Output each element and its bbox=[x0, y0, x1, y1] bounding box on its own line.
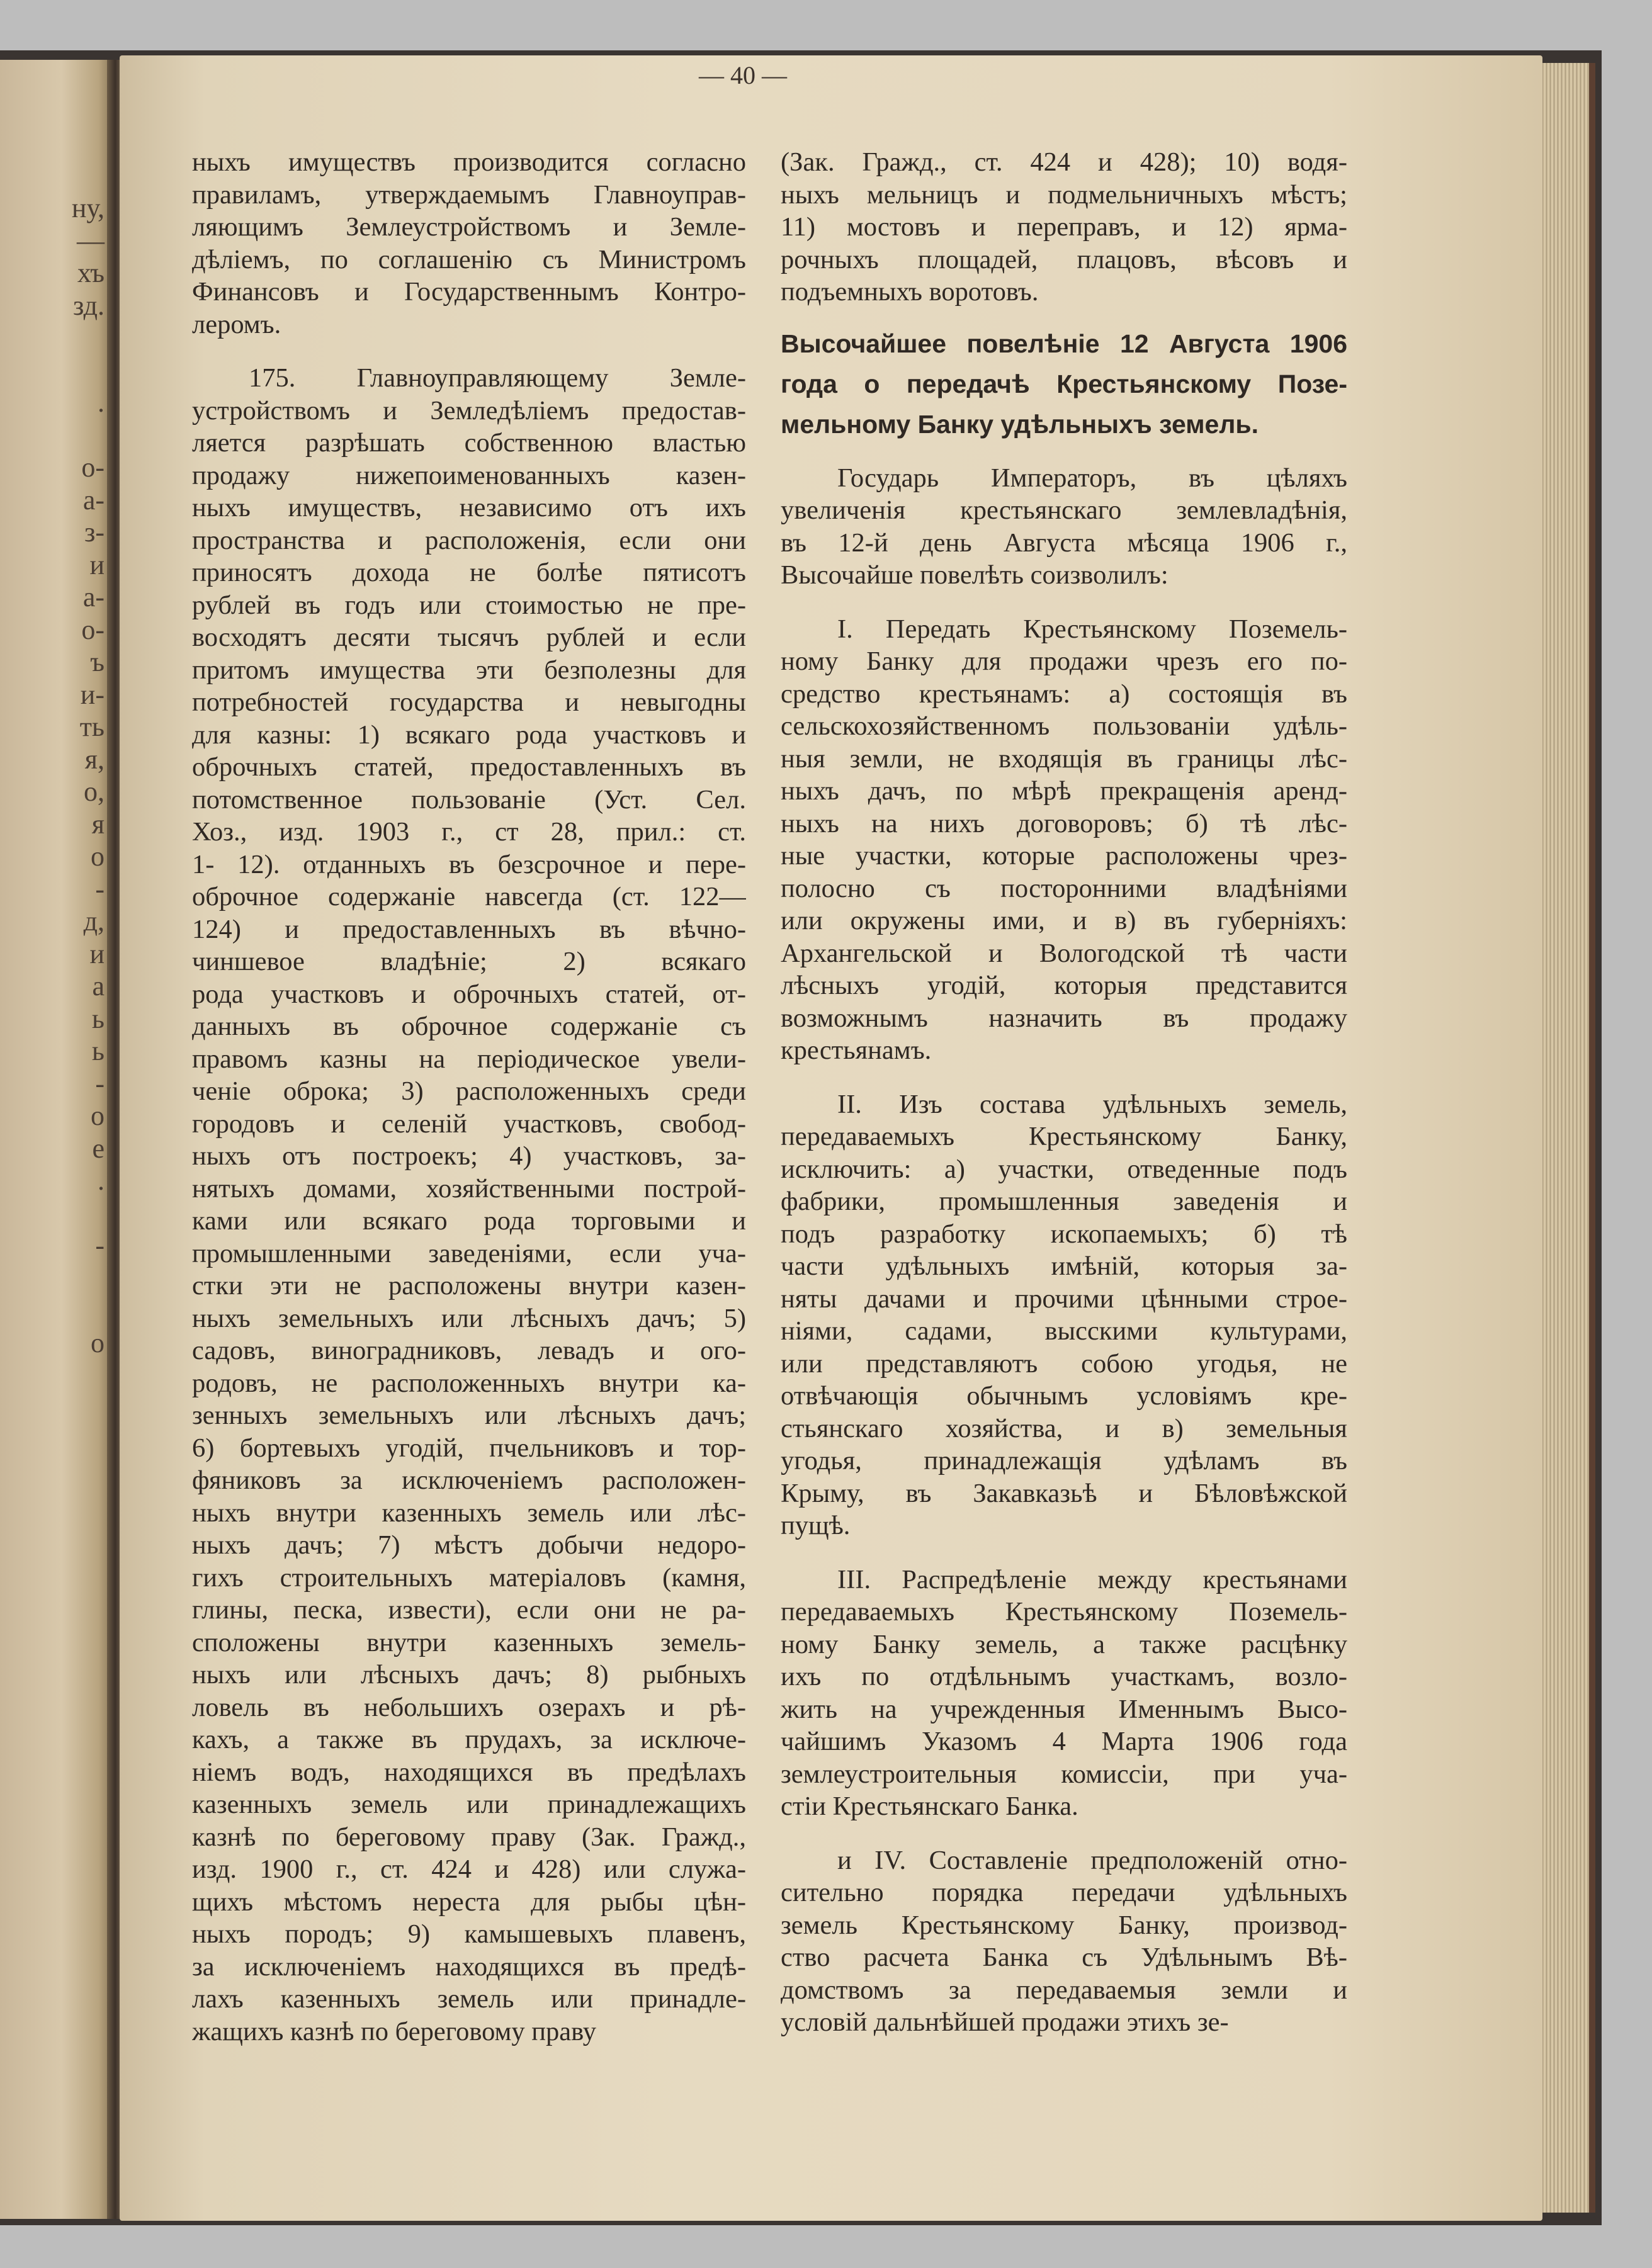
text-line: ловель въ небольшихъ озерахъ и рѣ- bbox=[192, 1692, 746, 1722]
text-line: передаваемыхъ Крестьянскому Поземель- bbox=[781, 1597, 1347, 1627]
left-page-fragment bbox=[0, 354, 105, 387]
text-line: зенныхъ земельныхъ или лѣсныхъ дачъ; bbox=[192, 1401, 746, 1430]
text-line: I. Передать Крестьянскому Поземель- bbox=[837, 614, 1347, 644]
text-line: чиншевое владѣніе; 2) всякаго bbox=[192, 947, 746, 976]
text-line: 11) мостовъ и переправъ, и 12) ярма- bbox=[781, 212, 1347, 242]
text-line: за исключеніемъ находящихся въ предѣ- bbox=[192, 1951, 746, 1982]
paragraph-gap bbox=[192, 341, 746, 362]
point-2-paragraph bbox=[781, 1088, 1347, 1542]
left-page-fragment: ну, bbox=[71, 193, 105, 223]
preamble-paragraph bbox=[781, 462, 1347, 592]
text-line: изд. 1900 г., ст. 424 и 428) или служа- bbox=[192, 1854, 746, 1884]
left-page-fragment: и bbox=[89, 549, 105, 580]
text-line: рублей въ годъ или стоимостью не пре- bbox=[192, 590, 746, 620]
text-line: родовъ, не расположенныхъ внутри ка- bbox=[192, 1368, 746, 1398]
point-1-paragraph bbox=[781, 613, 1347, 1067]
text-line: ныя земли, не входящія въ границы лѣс- bbox=[781, 743, 1347, 774]
text-line: няты дачами и прочими цѣнными строе- bbox=[781, 1284, 1347, 1314]
left-page-fragment: я bbox=[91, 808, 105, 840]
left-page-fragments bbox=[0, 60, 112, 1359]
text-line: приносятъ дохода не болѣе пятисотъ bbox=[192, 558, 746, 587]
text-line: Государь Императоръ, въ цѣляхъ bbox=[837, 463, 1347, 493]
left-page-fragment: ь bbox=[91, 1003, 105, 1034]
left-page-fragment: о, bbox=[84, 776, 105, 807]
text-line: сительно порядка передачи удѣльныхъ bbox=[781, 1878, 1347, 1907]
left-page-fragment: . bbox=[98, 1165, 105, 1196]
text-line: глины, песка, извести), если они не ра- bbox=[192, 1595, 746, 1625]
text-line: ныхъ мельницъ и подмельничныхъ мѣстъ; bbox=[781, 179, 1347, 210]
text-line: ныхъ отъ построекъ; 4) участковъ, за- bbox=[192, 1141, 746, 1171]
text-line: III. Распредѣленіе между крестьянами bbox=[837, 1564, 1347, 1594]
text-line: садовъ, виноградниковъ, левадъ и ого- bbox=[192, 1336, 746, 1365]
left-page-fragment: е bbox=[92, 1132, 105, 1164]
left-page-fragment bbox=[0, 1262, 105, 1295]
text-line: фабрики, промышленныя заведенія и bbox=[781, 1187, 1347, 1216]
text-line: для казны: 1) всякаго рода участковъ и bbox=[192, 719, 746, 750]
text-line: ныхъ внутри казенныхъ земель или лѣс- bbox=[192, 1498, 746, 1528]
text-line: земель Крестьянскому Банку, производ- bbox=[781, 1910, 1347, 1940]
text-line: ніями, садами, высскими культурами, bbox=[781, 1316, 1347, 1346]
text-line: промышленными заведеніями, если уча- bbox=[192, 1238, 746, 1268]
text-line: ихъ по отдѣльнымъ участкамъ, возло- bbox=[781, 1662, 1347, 1691]
left-page-fragment bbox=[0, 419, 105, 452]
text-line: ныхъ дачъ; 7) мѣстъ добычи недоро- bbox=[192, 1530, 746, 1560]
text-line: Хоз., изд. 1903 г., ст 28, прил.: ст. bbox=[192, 817, 746, 847]
text-line: ному Банку земель, а также расцѣнку bbox=[781, 1629, 1347, 1659]
text-line: II. Изъ состава удѣльныхъ земель, bbox=[837, 1089, 1347, 1119]
left-page-fragment: хъ bbox=[77, 257, 105, 288]
text-line: гихъ строительныхъ матеріаловъ (камня, bbox=[192, 1562, 746, 1593]
text-line: подъемныхъ воротовъ. bbox=[781, 277, 1039, 307]
text-line: жить на учрежденныя Именнымъ Высо- bbox=[781, 1694, 1347, 1724]
text-line: домствомъ за передаваемыя земли и bbox=[781, 1975, 1347, 2005]
text-line: землеустроительныя комиссіи, при уча- bbox=[781, 1759, 1347, 1789]
text-line: полосно съ посторонними владѣніями bbox=[781, 873, 1347, 903]
text-line: ченіе оброка; 3) расположенныхъ среди bbox=[192, 1076, 746, 1106]
text-line: увеличенія крестьянскаго землевладѣнія, bbox=[781, 495, 1347, 525]
text-line: ныхъ имуществъ, независимо отъ ихъ bbox=[192, 493, 746, 522]
text-line: части удѣльныхъ имѣній, которыя за- bbox=[781, 1251, 1347, 1281]
text-line: стки эти не расположены внутри казен- bbox=[192, 1271, 746, 1300]
left-page-fragment: о- bbox=[81, 614, 105, 645]
text-line: сположены внутри казенныхъ земель- bbox=[192, 1627, 746, 1657]
text-line: угодья, принадлежащія удѣламъ въ bbox=[781, 1446, 1347, 1475]
text-line: ніемъ водъ, находящихся въ предѣлахъ bbox=[192, 1757, 746, 1787]
left-page-fragment: и bbox=[89, 938, 105, 969]
left-page-fragment bbox=[0, 322, 105, 354]
text-line: продажу нижепоименованныхъ казен- bbox=[192, 460, 746, 490]
text-line: стьянскаго хозяйства, и в) земельныя bbox=[781, 1413, 1347, 1443]
text-line: ляется разрѣшать собственною властью bbox=[192, 428, 746, 458]
text-line: 6) бортевыхъ угодій, пчельниковъ и тор- bbox=[192, 1433, 746, 1463]
text-line: правиламъ, утверждаемымъ Главноуправ- bbox=[192, 179, 746, 210]
text-line: ство расчета Банка съ Удѣльнымъ Вѣ- bbox=[781, 1943, 1347, 1972]
left-page-fragment: а- bbox=[82, 582, 105, 612]
text-line: правомъ казны на періодическое увели- bbox=[192, 1044, 746, 1074]
text-line: лѣсныхъ угодій, которыя представится bbox=[781, 971, 1347, 1000]
left-page-fragment: а- bbox=[82, 484, 105, 516]
text-line: восходятъ десяти тысячъ рублей и если bbox=[192, 623, 746, 652]
intro-paragraph bbox=[781, 146, 1347, 308]
text-line: Финансовъ и Государственнымъ Контро- bbox=[192, 277, 746, 307]
text-line: сельскохозяйственномъ пользованіи удѣль- bbox=[781, 711, 1347, 741]
text-line: условій дальнѣйшей продажи этихъ зе- bbox=[781, 2007, 1229, 2037]
left-page-fragment: ь bbox=[91, 1035, 105, 1066]
text-line: оброчныхъ статей, предоставленныхъ въ bbox=[192, 752, 746, 782]
text-line: пространства и расположенія, если они bbox=[192, 525, 746, 555]
text-line: ные участки, которые расположены чрез- bbox=[781, 841, 1347, 871]
left-page-fragment: о- bbox=[81, 452, 105, 483]
text-line: и IV. Составленіе предположеній отно- bbox=[837, 1845, 1347, 1875]
text-line: исключить: а) участки, отведенные подъ bbox=[781, 1154, 1347, 1184]
left-page-fragment: я, bbox=[84, 743, 105, 775]
text-line: передаваемыхъ Крестьянскому Банку, bbox=[781, 1122, 1347, 1151]
text-line: устройствомъ и Земледѣліемъ предостав- bbox=[192, 395, 746, 426]
point-4-paragraph bbox=[781, 1844, 1347, 2039]
text-line: или представляютъ собою угодья, не bbox=[781, 1348, 1347, 1379]
text-line: казенныхъ земель или принадлежащихъ bbox=[192, 1790, 746, 1819]
left-page-fragment: . bbox=[98, 387, 105, 418]
left-page-fragment: д, bbox=[83, 906, 105, 937]
text-line: притомъ имущества эти безполезны для bbox=[192, 655, 746, 685]
text-line: данныхъ въ оброчное содержаніе съ bbox=[192, 1012, 746, 1041]
left-page-fragment: ъ bbox=[90, 646, 105, 677]
text-line: стіи Крестьянскаго Банка. bbox=[781, 1791, 1078, 1821]
left-page-fragment: - bbox=[95, 1068, 105, 1099]
text-line: 124) и предоставленныхъ въ вѣчно- bbox=[192, 914, 746, 944]
text-line: въ 12-й день Августа мѣсяца 1906 г., bbox=[781, 528, 1347, 558]
text-line: казнѣ по береговому праву (Зак. Гражд., bbox=[192, 1822, 746, 1852]
left-page-fragment: зд. bbox=[73, 290, 105, 321]
page-stack-edge bbox=[1536, 63, 1595, 2213]
text-line: фяниковъ за исключеніемъ расположен- bbox=[192, 1465, 746, 1495]
left-page-fragment: о bbox=[91, 1327, 105, 1358]
text-line: щихъ мѣстомъ нереста для рыбы цѣн- bbox=[192, 1887, 746, 1917]
left-page-fragment: - bbox=[95, 1230, 105, 1261]
text-line: ныхъ дачъ, по мѣрѣ прекращенія аренд- bbox=[781, 776, 1347, 806]
text-line: потребностей государства и невыгодны bbox=[192, 687, 746, 717]
left-page-fragment: з- bbox=[84, 517, 105, 548]
text-line: ныхъ земельныхъ или лѣсныхъ дачъ; 5) bbox=[192, 1303, 746, 1333]
text-line: жащихъ казнѣ по береговому праву bbox=[192, 2016, 597, 2046]
text-line: потомственное пользованіе (Уст. Сел. bbox=[192, 784, 746, 815]
right-text-column bbox=[781, 146, 1347, 2039]
text-line: леромъ. bbox=[192, 309, 281, 339]
left-text-column bbox=[192, 146, 746, 2048]
left-page-fragment bbox=[0, 1294, 105, 1327]
text-line: лахъ казенныхъ земель или принадле- bbox=[192, 1984, 746, 2014]
text-line: 1- 12). отданныхъ въ безсрочное и пере- bbox=[192, 849, 746, 879]
left-page-fragment bbox=[0, 1197, 105, 1230]
text-line: (Зак. Гражд., ст. 424 и 428); 10) водя- bbox=[781, 147, 1347, 177]
text-line: рочныхъ площадей, плацовъ, вѣсовъ и bbox=[781, 244, 1347, 274]
page-number: — 40 — bbox=[699, 61, 787, 89]
text-line: нятыхъ домами, хозяйственными построй- bbox=[192, 1173, 746, 1204]
section-heading bbox=[781, 308, 1347, 462]
text-line: пущѣ. bbox=[781, 1511, 851, 1540]
text-line: подъ разработку ископаемыхъ; б) тѣ bbox=[781, 1219, 1347, 1249]
text-line: ныхъ на нихъ договоровъ; б) тѣ лѣс- bbox=[781, 808, 1347, 838]
text-line: городовъ и селеній участковъ, свобод- bbox=[192, 1109, 746, 1139]
text-line: возможнымъ назначить въ продажу bbox=[781, 1003, 1347, 1033]
text-line: ныхъ или лѣсныхъ дачъ; 8) рыбныхъ bbox=[192, 1660, 746, 1690]
left-page-fragment: ть bbox=[79, 711, 105, 742]
left-page-fragment: — bbox=[77, 225, 105, 256]
text-line: рода участковъ и оброчныхъ статей, от- bbox=[192, 979, 746, 1009]
text-line: дѣліемъ, по соглашенію съ Министромъ bbox=[192, 244, 746, 274]
left-page-fragment: о bbox=[91, 1100, 105, 1131]
text-line: Высочайше повелѣть соизволилъ: bbox=[781, 560, 1168, 590]
left-page-edge bbox=[0, 60, 112, 2219]
text-line: отвѣчающія обычнымъ условіямъ кре- bbox=[781, 1381, 1347, 1411]
text-line: ныхъ имуществъ производится согласно bbox=[192, 147, 746, 177]
text-line: Крыму, въ Закавказьѣ и Бѣловѣжской bbox=[781, 1478, 1347, 1508]
point-3-paragraph bbox=[781, 1564, 1347, 1823]
left-page-fragment: о bbox=[91, 841, 105, 872]
text-line: Архангельской и Вологодской тѣ части bbox=[781, 938, 1347, 968]
text-line: кахъ, а также въ прудахъ, за исключе- bbox=[192, 1725, 746, 1754]
text-line: мельному Банку удѣльныхъ земель. bbox=[781, 409, 1259, 439]
text-line: ками или всякаго рода торговыми и bbox=[192, 1206, 746, 1236]
left-page-fragment: - bbox=[95, 873, 105, 905]
text-line: ныхъ породъ; 9) камышевыхъ плавенъ, bbox=[192, 1919, 746, 1949]
text-line: ляющимъ Землеустройствомъ и Земле- bbox=[192, 212, 746, 242]
text-line: Высочайшее повелѣніе 12 Августа 1906 bbox=[781, 329, 1347, 358]
text-line: 175. Главноуправляющему Земле- bbox=[249, 363, 746, 393]
text-line: ному Банку для продажи чрезъ его по- bbox=[781, 646, 1347, 676]
text-line: крестьянамъ. bbox=[781, 1035, 932, 1065]
text-line: или окружены ими, и в) въ губерніяхъ: bbox=[781, 906, 1347, 935]
left-page-fragment: и- bbox=[80, 679, 105, 710]
left-page-fragment: а bbox=[92, 971, 105, 1001]
text-line: средство крестьянамъ: а) состоящія въ bbox=[781, 679, 1347, 709]
text-line: года о передачѣ Крестьянскому Позе- bbox=[781, 369, 1347, 398]
text-line: чайшимъ Указомъ 4 Марта 1906 года bbox=[781, 1727, 1347, 1756]
text-line: оброчное содержаніе навсегда (ст. 122— bbox=[192, 882, 746, 911]
